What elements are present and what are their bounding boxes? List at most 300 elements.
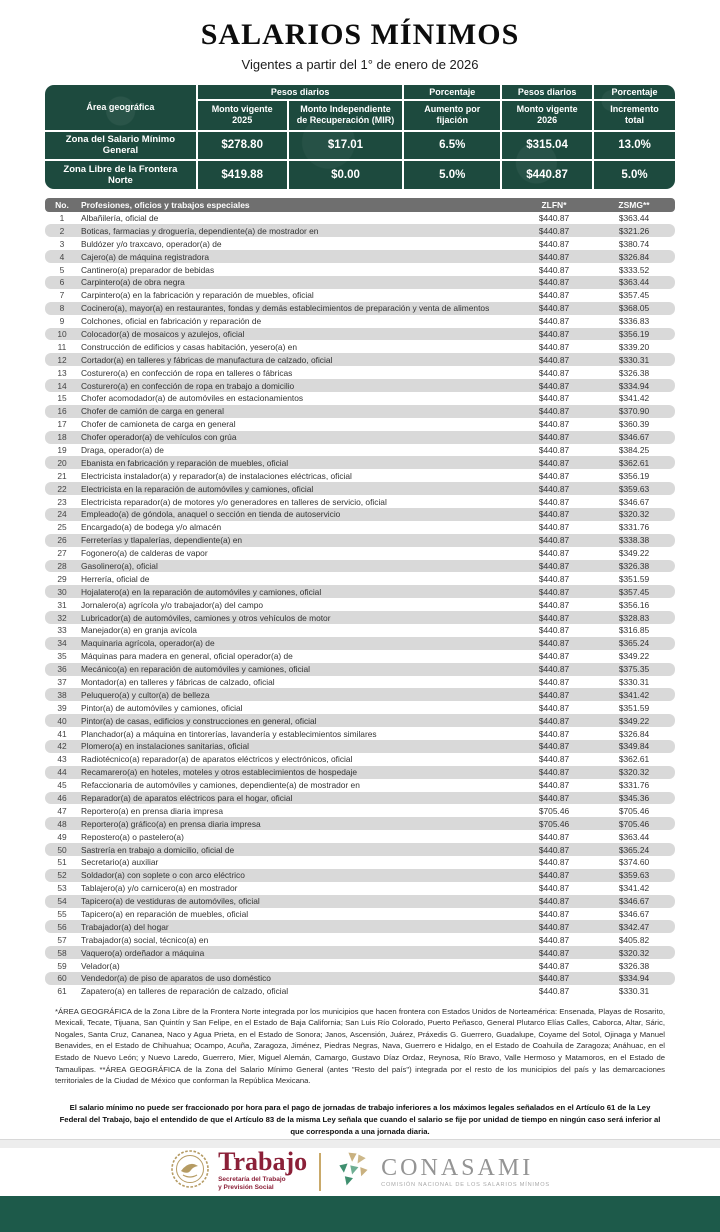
zlfn-value: $440.87: [538, 870, 570, 881]
row-number: 53: [57, 883, 67, 894]
profession-name: Tapicero(a) de vestiduras de automóviles, oficial: [81, 896, 260, 907]
table-row: [45, 585, 675, 598]
zsmg-value: $338.38: [618, 535, 650, 546]
table-row: [45, 418, 675, 431]
zsmg-value: $336.83: [618, 316, 650, 327]
summary-monto-2025: $278.80: [197, 131, 288, 160]
table-row: [45, 495, 675, 508]
row-number: 48: [57, 818, 67, 829]
zsmg-value: $345.36: [618, 793, 650, 804]
zlfn-value: $440.87: [538, 921, 570, 932]
table-row: [45, 753, 675, 766]
row-number: 39: [57, 702, 67, 713]
zlfn-value: $440.87: [538, 393, 570, 404]
zlfn-value: $705.46: [538, 818, 570, 829]
row-number: 33: [57, 625, 67, 636]
zsmg-value: $705.46: [618, 805, 650, 816]
table-row: [45, 701, 675, 714]
row-number: 19: [57, 444, 67, 455]
table-row: [45, 444, 675, 457]
zlfn-value: $440.87: [538, 341, 570, 352]
zsmg-value: $349.22: [618, 651, 650, 662]
row-number: 27: [57, 548, 67, 559]
footer-green-bar: [0, 1196, 720, 1232]
row-number: 56: [57, 921, 67, 932]
table-row: [45, 779, 675, 792]
zlfn-value: $440.87: [538, 715, 570, 726]
summary-subheader-incremento: Incremento total: [593, 100, 675, 131]
row-number: 45: [57, 780, 67, 791]
zlfn-value: $440.87: [538, 754, 570, 765]
row-number: 47: [57, 805, 67, 816]
table-row: [45, 624, 675, 637]
profession-name: Mecánico(a) en reparación de automóviles y camiones, oficial: [81, 664, 311, 675]
page-footer: [0, 1139, 720, 1232]
summary-monto-2026: $315.04: [501, 131, 593, 160]
profession-name: Vendedor(a) de piso de aparatos de uso doméstico: [81, 973, 271, 984]
logos-band: [0, 1148, 720, 1196]
column-header-professions: Profesiones, oficios y trabajos especiales: [81, 199, 250, 210]
profession-name: Manejador(a) en granja avícola: [81, 625, 197, 636]
row-number: 5: [59, 264, 65, 275]
zsmg-value: $346.67: [618, 496, 650, 507]
profession-name: Radiotécnico(a) reparador(a) de aparatos eléctricos y electrónicos, oficial: [81, 754, 353, 765]
row-number: 8: [59, 303, 65, 314]
zsmg-value: $356.19: [618, 328, 650, 339]
professions-table: [45, 198, 675, 998]
profession-name: Trabajador(a) del hogar: [81, 921, 169, 932]
zlfn-value: $440.87: [538, 496, 570, 507]
table-row: [45, 250, 675, 263]
zsmg-value: $705.46: [618, 818, 650, 829]
profession-name: Buldózer y/o traxcavo, operador(a) de: [81, 238, 222, 249]
profession-name: Costurero(a) en confección de ropa en trabajo a domicilio: [81, 380, 295, 391]
zlfn-value: $440.87: [538, 625, 570, 636]
table-row: [45, 302, 675, 315]
row-number: 18: [57, 432, 67, 443]
zsmg-value: $357.45: [618, 586, 650, 597]
zsmg-value: $334.94: [618, 380, 650, 391]
zlfn-value: $440.87: [538, 909, 570, 920]
conasami-logo-icon: [333, 1149, 373, 1194]
zlfn-value: $440.87: [538, 432, 570, 443]
row-number: 38: [57, 689, 67, 700]
profession-name: Colchones, oficial en fabricación y reparación de: [81, 316, 262, 327]
table-row: [45, 508, 675, 521]
table-row: [45, 920, 675, 933]
conasami-wordmark: CONASAMI: [381, 1154, 534, 1181]
table-row: [45, 340, 675, 353]
profession-name: Reportero(a) en prensa diaria impresa: [81, 805, 223, 816]
zlfn-value: $440.87: [538, 857, 570, 868]
row-number: 17: [57, 419, 67, 430]
profession-name: Boticas, farmacias y droguería, dependiente(a) de mostrador en: [81, 225, 319, 236]
table-row: [45, 843, 675, 856]
zlfn-value: $440.87: [538, 419, 570, 430]
summary-subheader-monto-2026: Monto vigente 2026: [501, 100, 593, 131]
zlfn-value: $440.87: [538, 599, 570, 610]
zlfn-value: $440.87: [538, 457, 570, 468]
profession-name: Lubricador(a) de automóviles, camiones y otros vehículos de motor: [81, 612, 331, 623]
profession-name: Encargado(a) de bodega y/o almacén: [81, 522, 222, 533]
zlfn-value: $440.87: [538, 290, 570, 301]
profession-name: Construcción de edificios y casas habitación, yesero(a) en: [81, 341, 297, 352]
summary-aumento: 6.5%: [403, 131, 501, 160]
table-row: [45, 830, 675, 843]
zlfn-value: $440.87: [538, 780, 570, 791]
profession-name: Chofer de camión de carga en general: [81, 406, 224, 417]
zsmg-value: $328.83: [618, 612, 650, 623]
footer-separator: [0, 1139, 720, 1148]
zsmg-value: $346.67: [618, 896, 650, 907]
zlfn-value: $440.87: [538, 522, 570, 533]
zsmg-value: $356.16: [618, 599, 650, 610]
zsmg-value: $341.42: [618, 393, 650, 404]
profession-name: Maquinaria agrícola, operador(a) de: [81, 638, 215, 649]
row-number: 35: [57, 651, 67, 662]
row-number: 50: [57, 844, 67, 855]
table-row: [45, 611, 675, 624]
zsmg-value: $326.38: [618, 960, 650, 971]
row-number: 54: [57, 896, 67, 907]
table-row: [45, 212, 675, 225]
zsmg-value: $363.44: [618, 831, 650, 842]
profession-name: Chofer de camioneta de carga en general: [81, 419, 236, 430]
table-row: [45, 572, 675, 585]
table-row: [45, 456, 675, 469]
row-number: 23: [57, 496, 67, 507]
summary-subheader-mir: Monto Independiente de Recuperación (MIR): [288, 100, 404, 131]
profession-name: Soldador(a) con soplete o con arco eléctrico: [81, 870, 245, 881]
column-header-zsmg: ZSMG**: [618, 199, 650, 210]
row-number: 9: [59, 316, 65, 327]
zlfn-value: $440.87: [538, 638, 570, 649]
row-number: 20: [57, 457, 67, 468]
profession-name: Peluquero(a) y cultor(a) de belleza: [81, 689, 210, 700]
zsmg-value: $405.82: [618, 934, 650, 945]
zsmg-value: $339.20: [618, 341, 650, 352]
table-row: [45, 482, 675, 495]
zlfn-value: $440.87: [538, 251, 570, 262]
zlfn-value: $440.87: [538, 986, 570, 997]
zlfn-value: $440.87: [538, 947, 570, 958]
summary-subheader-monto-2025: Monto vigente 2025: [197, 100, 288, 131]
row-number: 7: [59, 290, 65, 301]
profession-name: Trabajador(a) social, técnico(a) en: [81, 934, 209, 945]
table-row: [45, 547, 675, 560]
profession-name: Cocinero(a), mayor(a) en restaurantes, fondas y demás establecimientos de preparación y venta de alimentos: [81, 303, 490, 314]
zlfn-value: $440.87: [538, 573, 570, 584]
summary-group-porcentaje-2: Porcentaje: [593, 85, 675, 100]
table-row: [45, 727, 675, 740]
profession-name: Montador(a) en talleres y fábricas de calzado, oficial: [81, 677, 275, 687]
zsmg-value: $362.61: [618, 754, 650, 765]
zlfn-value: $440.87: [538, 586, 570, 597]
summary-area-label: Zona Libre de la Frontera Norte: [45, 160, 197, 189]
row-number: 2: [59, 225, 65, 236]
zsmg-value: $326.84: [618, 728, 650, 739]
page-title: SALARIOS MÍNIMOS: [200, 18, 520, 51]
zsmg-value: $368.05: [618, 303, 650, 314]
table-row: [45, 328, 675, 341]
zsmg-value: $326.38: [618, 367, 650, 378]
zlfn-value: $440.87: [538, 689, 570, 700]
profession-name: Chofer acomodador(a) de automóviles en estacionamientos: [81, 393, 304, 404]
profession-name: Tablajero(a) y/o carnicero(a) en mostrador: [81, 883, 238, 894]
table-row: [45, 379, 675, 392]
footnote-salary-rule: El salario mínimo no puede ser fraccionado por hora para el pago de jornadas de trabajo inferiores a los máximos legales señalados en el Artículo 61 de la Ley Federal del Trabajo, bajo el entendido de que el Artículo 83 de la misma Ley señala que cuando el salario se fije por unidad de tiempo en ningún caso será inferior al que corresponda a una jornada diaria.: [59, 1102, 661, 1137]
summary-group-pesos-diarios-2: Pesos diarios: [501, 85, 593, 100]
professions-rows: [45, 212, 675, 998]
table-row: [45, 714, 675, 727]
table-row: [45, 276, 675, 289]
profession-name: Máquinas para madera en general, oficial operador(a) de: [81, 651, 293, 662]
footnote-area-geografica: *ÁREA GEOGRÁFICA de la Zona Libre de la Frontera Norte integrada por los municipios que hacen frontera con Estados Unidos de Norteamérica: Ensenada, Playas de Rosarito, Mexicali, Tecate, Tijuana, San Quintín y San Felipe, en el Estado de Baja California; San Luis Río Colorado, Puerto Peñasco, General Plutarco Elías Calles, Caborca, Altar, Sáric, Nogales, Santa Cruz, Cananea, Naco y Agua Prieta, en el Estado de Sonora; Janos, Ascensión, Juárez, Práxedis G. Guerrero, Guadalupe, Coyame del Sotol, Ojinaga y Manuel Benavides, en el Estado de Chihuahua; Ocampo, Acuña, Zaragoza, Jiménez, Piedras Negras, Nava, Guerrero e Hidalgo, en el Estado de Coahuila de Zaragoza; Anáhuac, en el Estado de Nuevo León; y Nuevo Laredo, Guerrero, Mier, Miguel Alemán, Camargo, Gustavo Díaz Ordaz, Reynosa, Río Bravo, Valle Hermoso y Matamoros, en el Estado de Tamaulipas. **ÁREA GEOGRÁFICA de la Zona del Salario Mínimo General (antes "Resto del país") integrada por el resto de los municipios del país y las demarcaciones territoriales de la Ciudad de México que conforman la República Mexicana.: [55, 1006, 665, 1086]
zlfn-value: $440.87: [538, 509, 570, 520]
zsmg-value: $326.84: [618, 251, 650, 262]
row-number: 6: [59, 277, 65, 288]
row-number: 55: [57, 909, 67, 920]
mexico-seal-icon: [170, 1149, 210, 1194]
zlfn-value: $440.87: [538, 741, 570, 752]
table-row: [45, 869, 675, 882]
zsmg-value: $375.35: [618, 664, 650, 675]
profession-name: Hojalatero(a) en la reparación de automóviles y camiones, oficial: [81, 586, 322, 597]
profession-name: Empleado(a) de góndola, anaquel o sección en tienda de autoservicio: [81, 509, 341, 520]
zlfn-value: $440.87: [538, 767, 570, 778]
zlfn-value: $440.87: [538, 277, 570, 288]
row-number: 52: [57, 870, 67, 881]
profession-name: Planchador(a) a máquina en tintorerías, lavandería y establecimientos similares: [81, 728, 377, 739]
row-number: 26: [57, 535, 67, 546]
zsmg-value: $331.76: [618, 780, 650, 791]
zsmg-value: $356.19: [618, 470, 650, 481]
profession-name: Secretario(a) auxiliar: [81, 857, 159, 868]
table-row: [45, 650, 675, 663]
row-number: 49: [57, 831, 67, 842]
profession-name: Pintor(a) de automóviles y camiones, oficial: [81, 702, 243, 713]
row-number: 40: [57, 715, 67, 726]
row-number: 25: [57, 522, 67, 533]
stps-brand: [170, 1149, 307, 1194]
row-number: 61: [57, 986, 67, 997]
row-number: 32: [57, 612, 67, 623]
table-row: [45, 534, 675, 547]
profession-name: Ebanista en fabricación y reparación de muebles, oficial: [81, 457, 289, 468]
zsmg-value: $333.52: [618, 264, 650, 275]
summary-mir: $0.00: [288, 160, 404, 189]
profession-name: Cajero(a) de máquina registradora: [81, 251, 210, 262]
zlfn-value: $440.87: [538, 354, 570, 365]
table-row: [45, 663, 675, 676]
table-row: [45, 817, 675, 830]
zlfn-value: $440.87: [538, 844, 570, 855]
profession-name: Gasolinero(a), oficial: [81, 560, 158, 571]
zsmg-value: $326.38: [618, 560, 650, 571]
table-row: [45, 598, 675, 611]
zsmg-value: $363.44: [618, 212, 650, 223]
zsmg-value: $359.63: [618, 483, 650, 494]
table-row: [45, 972, 675, 985]
table-row: [45, 392, 675, 405]
table-row: [45, 560, 675, 573]
table-row: [45, 637, 675, 650]
zsmg-value: $320.32: [618, 509, 650, 520]
profession-name: Cantinero(a) preparador de bebidas: [81, 264, 215, 275]
zlfn-value: $440.87: [538, 535, 570, 546]
zsmg-value: $341.42: [618, 689, 650, 700]
table-row: [45, 933, 675, 946]
row-number: 3: [59, 238, 65, 249]
zlfn-value: $440.87: [538, 560, 570, 571]
profession-name: Herrería, oficial de: [81, 573, 150, 584]
table-row: [45, 908, 675, 921]
row-number: 34: [57, 638, 67, 649]
table-row: [45, 224, 675, 237]
zlfn-value: $440.87: [538, 677, 570, 687]
zlfn-value: $440.87: [538, 702, 570, 713]
column-header-zlfn: ZLFN*: [541, 199, 567, 210]
profession-name: Repostero(a) o pastelero(a): [81, 831, 184, 842]
zsmg-value: $362.61: [618, 457, 650, 468]
table-row: [45, 959, 675, 972]
zlfn-value: $440.87: [538, 367, 570, 378]
zsmg-value: $330.31: [618, 986, 650, 997]
profession-name: Zapatero(a) en talleres de reparación de calzado, oficial: [81, 986, 289, 997]
row-number: 58: [57, 947, 67, 958]
zsmg-value: $370.90: [618, 406, 650, 417]
table-row: [45, 353, 675, 366]
row-number: 14: [57, 380, 67, 391]
zsmg-value: $346.67: [618, 909, 650, 920]
summary-subheader-aumento: Aumento por fijación: [403, 100, 501, 131]
row-number: 21: [57, 470, 67, 481]
row-number: 41: [57, 728, 67, 739]
profession-name: Cortador(a) en talleres y fábricas de manufactura de calzado, oficial: [81, 354, 333, 365]
table-row: [45, 405, 675, 418]
row-number: 29: [57, 573, 67, 584]
table-row: [45, 676, 675, 689]
table-row: [45, 895, 675, 908]
summary-row-zsmg: [45, 131, 675, 160]
zsmg-value: $349.22: [618, 548, 650, 559]
stps-subtitle-line1: Secretaría del Trabajo: [218, 1176, 286, 1183]
row-number: 46: [57, 793, 67, 804]
profession-name: Electricista en la reparación de automóviles y camiones, oficial: [81, 483, 314, 494]
zlfn-value: $440.87: [538, 896, 570, 907]
profession-name: Carpintero(a) de obra negra: [81, 277, 185, 288]
zsmg-value: $341.42: [618, 883, 650, 894]
zsmg-value: $351.59: [618, 573, 650, 584]
column-header-no: No.: [55, 199, 69, 210]
zlfn-value: $440.87: [538, 444, 570, 455]
zlfn-value: $440.87: [538, 728, 570, 739]
zlfn-value: $440.87: [538, 406, 570, 417]
zsmg-value: $349.84: [618, 741, 650, 752]
profession-name: Chofer operador(a) de vehículos con grúa: [81, 432, 237, 443]
row-number: 43: [57, 754, 67, 765]
table-row: [45, 315, 675, 328]
profession-name: Albañilería, oficial de: [81, 212, 159, 223]
row-number: 59: [57, 960, 67, 971]
profession-name: Reparador(a) de aparatos eléctricos para el hogar, oficial: [81, 793, 293, 804]
table-row: [45, 766, 675, 779]
summary-aumento: 5.0%: [403, 160, 501, 189]
table-row: [45, 740, 675, 753]
table-row: [45, 521, 675, 534]
zsmg-value: $330.31: [618, 354, 650, 365]
table-row: [45, 289, 675, 302]
zlfn-value: $440.87: [538, 264, 570, 275]
zsmg-value: $320.32: [618, 947, 650, 958]
zlfn-value: $440.87: [538, 316, 570, 327]
table-row: [45, 856, 675, 869]
profession-name: Vaquero(a) ordeñador a máquina: [81, 947, 205, 958]
summary-header-area: Área geográfica: [45, 85, 197, 131]
profession-name: Colocador(a) de mosaicos y azulejos, oficial: [81, 328, 245, 339]
zlfn-value: $440.87: [538, 612, 570, 623]
row-number: 51: [57, 857, 67, 868]
logo-divider: [319, 1153, 321, 1191]
profession-name: Velador(a): [81, 960, 120, 971]
zsmg-value: $384.25: [618, 444, 650, 455]
zlfn-value: $440.87: [538, 548, 570, 559]
row-number: 57: [57, 934, 67, 945]
profession-name: Ferreterías y tlapalerías, dependiente(a) en: [81, 535, 243, 546]
zsmg-value: $334.94: [618, 973, 650, 984]
row-number: 30: [57, 586, 67, 597]
zlfn-value: $705.46: [538, 805, 570, 816]
row-number: 10: [57, 328, 67, 339]
summary-table: [45, 85, 675, 189]
conasami-subtitle: COMISIÓN NACIONAL DE LOS SALARIOS MÍNIMOS: [381, 1181, 550, 1188]
summary-group-pesos-diarios-1: Pesos diarios: [197, 85, 404, 100]
table-row: [45, 985, 675, 998]
summary-incremento: 5.0%: [593, 160, 675, 189]
zsmg-value: $330.31: [618, 677, 650, 687]
conasami-brand: [333, 1149, 550, 1194]
row-number: 36: [57, 664, 67, 675]
zsmg-value: $357.45: [618, 290, 650, 301]
row-number: 22: [57, 483, 67, 494]
zsmg-value: $342.47: [618, 921, 650, 932]
table-row: [45, 469, 675, 482]
row-number: 11: [57, 341, 67, 352]
zlfn-value: $440.87: [538, 883, 570, 894]
row-number: 42: [57, 741, 67, 752]
zsmg-value: $365.24: [618, 844, 650, 855]
zlfn-value: $440.87: [538, 651, 570, 662]
page-subtitle: Vigentes a partir del 1° de enero de 2026: [241, 57, 479, 72]
summary-area-label: Zona del Salario Mínimo General: [45, 131, 197, 160]
summary-incremento: 13.0%: [593, 131, 675, 160]
profession-name: Fogonero(a) de calderas de vapor: [81, 548, 208, 559]
table-row: [45, 946, 675, 959]
zlfn-value: $440.87: [538, 483, 570, 494]
zlfn-value: $440.87: [538, 328, 570, 339]
zlfn-value: $440.87: [538, 470, 570, 481]
profession-name: Jornalero(a) agrícola y/o trabajador(a) del campo: [81, 599, 264, 610]
row-number: 13: [57, 367, 67, 378]
zsmg-value: $363.44: [618, 277, 650, 288]
zsmg-value: $316.85: [618, 625, 650, 636]
row-number: 4: [59, 251, 65, 262]
row-number: 60: [57, 973, 67, 984]
table-row: [45, 366, 675, 379]
profession-name: Sastrería en trabajo a domicilio, oficial de: [81, 844, 235, 855]
row-number: 15: [57, 393, 67, 404]
zlfn-value: $440.87: [538, 380, 570, 391]
